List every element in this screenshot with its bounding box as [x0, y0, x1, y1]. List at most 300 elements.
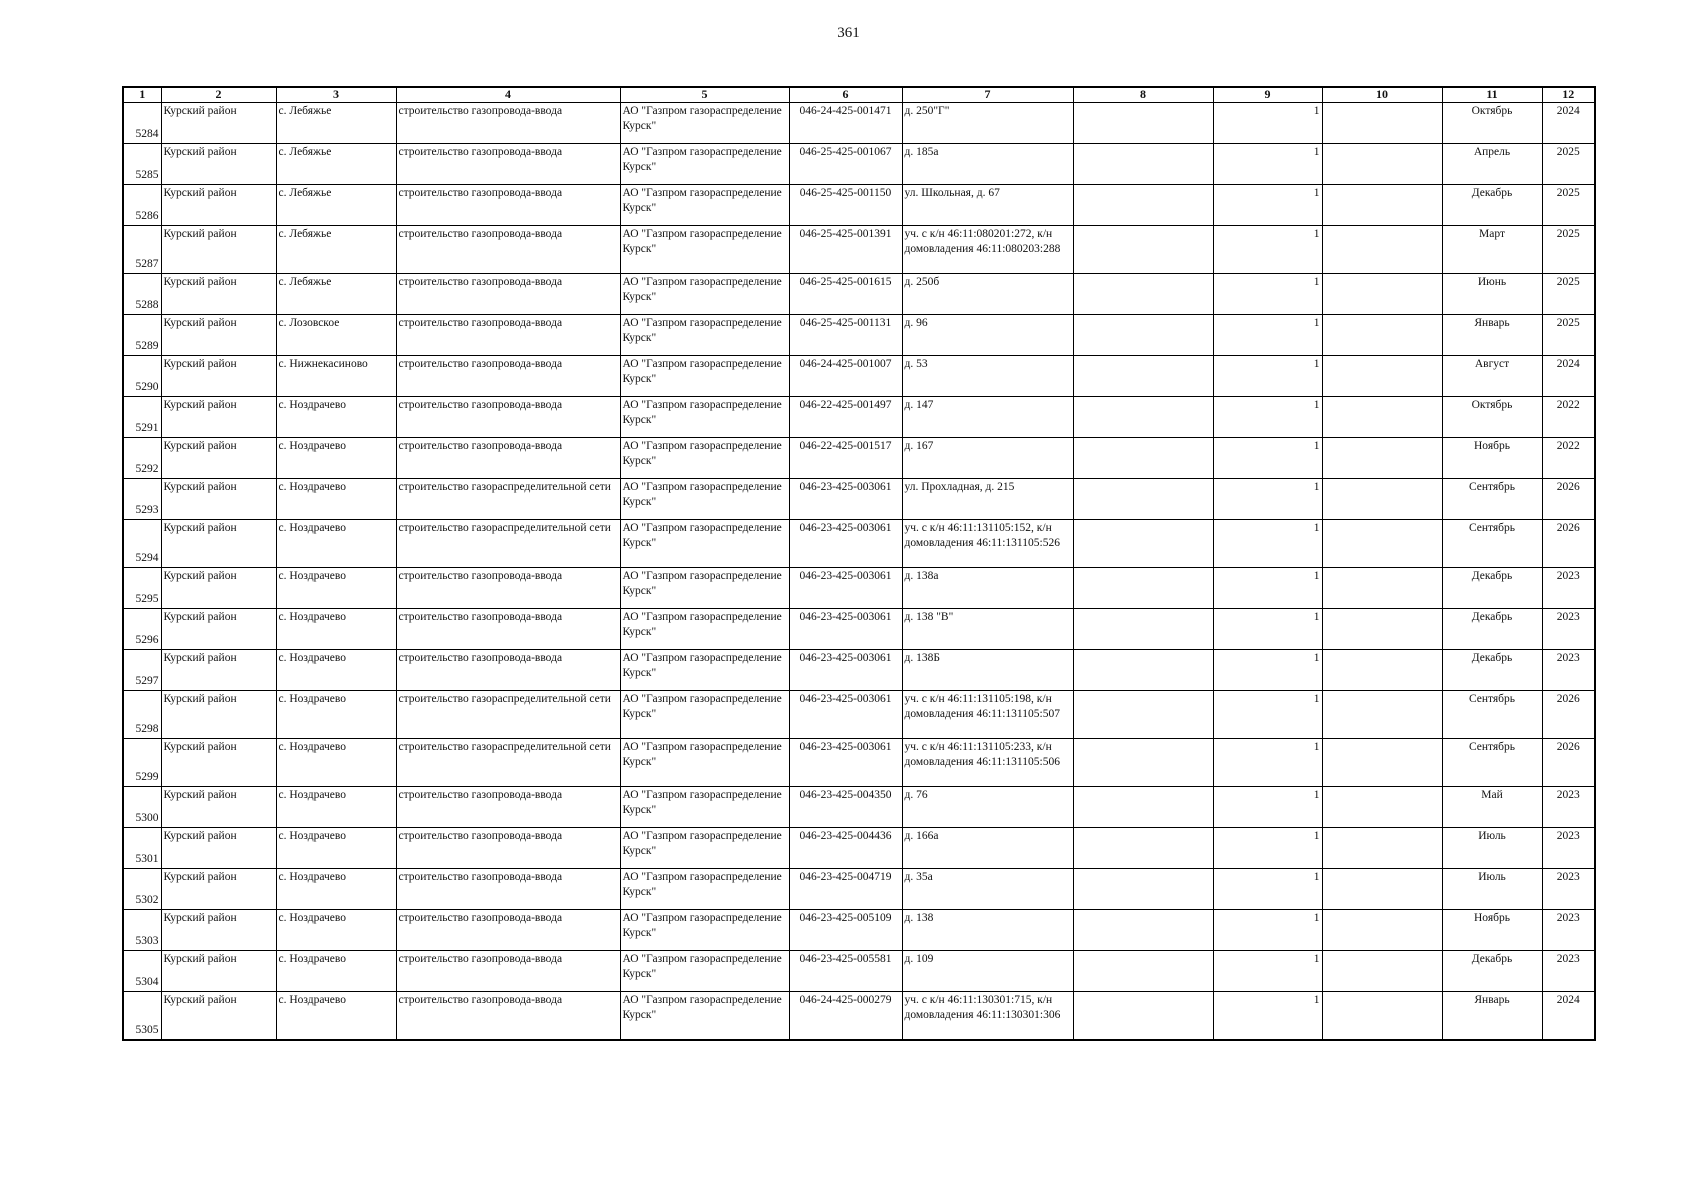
year-cell: 2024	[1542, 103, 1595, 144]
quantity-cell: 1	[1213, 869, 1322, 910]
district-cell: Курский район	[161, 274, 276, 315]
organization-cell: АО "Газпром газораспределение Курск"	[620, 144, 789, 185]
year-cell: 2023	[1542, 910, 1595, 951]
district-cell: Курский район	[161, 438, 276, 479]
column-8-cell	[1073, 185, 1213, 226]
column-10-cell	[1322, 274, 1442, 315]
year-cell: 2025	[1542, 315, 1595, 356]
row-number: 5286	[123, 185, 161, 226]
column-8-cell	[1073, 691, 1213, 739]
code-cell: 046-23-425-005581	[789, 951, 902, 992]
code-cell: 046-25-425-001391	[789, 226, 902, 274]
locality-cell: с. Лебяжье	[276, 185, 396, 226]
row-number: 5288	[123, 274, 161, 315]
year-cell: 2023	[1542, 650, 1595, 691]
code-cell: 046-23-425-003061	[789, 739, 902, 787]
code-cell: 046-23-425-003061	[789, 479, 902, 520]
table-row	[123, 185, 1595, 226]
column-header-1: 1	[123, 87, 161, 103]
organization-cell: АО "Газпром газораспределение Курск"	[620, 691, 789, 739]
column-header-9: 9	[1213, 87, 1322, 103]
column-10-cell	[1322, 739, 1442, 787]
table-row	[123, 144, 1595, 185]
month-cell: Декабрь	[1442, 609, 1542, 650]
address-cell: д. 250б	[902, 274, 1073, 315]
work-type-cell: строительство газопровода-ввода	[396, 274, 620, 315]
quantity-cell: 1	[1213, 479, 1322, 520]
address-cell: уч. с к/н 46:11:131105:198, к/н домовладения 46:11:131105:507	[902, 691, 1073, 739]
table-row	[123, 691, 1595, 739]
organization-cell: АО "Газпром газораспределение Курск"	[620, 103, 789, 144]
column-8-cell	[1073, 274, 1213, 315]
column-10-cell	[1322, 691, 1442, 739]
month-cell: Ноябрь	[1442, 910, 1542, 951]
address-cell: д. 53	[902, 356, 1073, 397]
district-cell: Курский район	[161, 568, 276, 609]
row-number: 5287	[123, 226, 161, 274]
organization-cell: АО "Газпром газораспределение Курск"	[620, 869, 789, 910]
quantity-cell: 1	[1213, 739, 1322, 787]
organization-cell: АО "Газпром газораспределение Курск"	[620, 828, 789, 869]
row-number: 5291	[123, 397, 161, 438]
column-10-cell	[1322, 479, 1442, 520]
row-number: 5285	[123, 144, 161, 185]
month-cell: Январь	[1442, 992, 1542, 1041]
organization-cell: АО "Газпром газораспределение Курск"	[620, 650, 789, 691]
locality-cell: с. Ноздрачево	[276, 739, 396, 787]
quantity-cell: 1	[1213, 397, 1322, 438]
year-cell: 2026	[1542, 520, 1595, 568]
column-10-cell	[1322, 103, 1442, 144]
table-row	[123, 650, 1595, 691]
quantity-cell: 1	[1213, 144, 1322, 185]
code-cell: 046-23-425-005109	[789, 910, 902, 951]
column-8-cell	[1073, 144, 1213, 185]
district-cell: Курский район	[161, 479, 276, 520]
address-cell: д. 138Б	[902, 650, 1073, 691]
district-cell: Курский район	[161, 144, 276, 185]
row-number: 5284	[123, 103, 161, 144]
year-cell: 2025	[1542, 226, 1595, 274]
table-body	[123, 103, 1595, 1041]
work-type-cell: строительство газопровода-ввода	[396, 438, 620, 479]
address-cell: д. 109	[902, 951, 1073, 992]
address-cell: д. 167	[902, 438, 1073, 479]
column-10-cell	[1322, 992, 1442, 1041]
column-8-cell	[1073, 568, 1213, 609]
quantity-cell: 1	[1213, 438, 1322, 479]
row-number: 5289	[123, 315, 161, 356]
organization-cell: АО "Газпром газораспределение Курск"	[620, 520, 789, 568]
table-row	[123, 869, 1595, 910]
row-number: 5300	[123, 787, 161, 828]
organization-cell: АО "Газпром газораспределение Курск"	[620, 438, 789, 479]
month-cell: Сентябрь	[1442, 520, 1542, 568]
column-header-10: 10	[1322, 87, 1442, 103]
code-cell: 046-23-425-004719	[789, 869, 902, 910]
row-number: 5303	[123, 910, 161, 951]
column-10-cell	[1322, 869, 1442, 910]
column-8-cell	[1073, 103, 1213, 144]
year-cell: 2023	[1542, 787, 1595, 828]
column-10-cell	[1322, 315, 1442, 356]
month-cell: Декабрь	[1442, 185, 1542, 226]
column-8-cell	[1073, 438, 1213, 479]
month-cell: Сентябрь	[1442, 691, 1542, 739]
column-8-cell	[1073, 869, 1213, 910]
quantity-cell: 1	[1213, 691, 1322, 739]
locality-cell: с. Лебяжье	[276, 103, 396, 144]
year-cell: 2024	[1542, 356, 1595, 397]
column-10-cell	[1322, 828, 1442, 869]
locality-cell: с. Ноздрачево	[276, 520, 396, 568]
work-type-cell: строительство газопровода-ввода	[396, 226, 620, 274]
code-cell: 046-25-425-001131	[789, 315, 902, 356]
locality-cell: с. Лебяжье	[276, 226, 396, 274]
locality-cell: с. Ноздрачево	[276, 609, 396, 650]
month-cell: Май	[1442, 787, 1542, 828]
locality-cell: с. Лебяжье	[276, 144, 396, 185]
address-cell: д. 138 "В"	[902, 609, 1073, 650]
column-10-cell	[1322, 910, 1442, 951]
year-cell: 2026	[1542, 479, 1595, 520]
locality-cell: с. Ноздрачево	[276, 650, 396, 691]
quantity-cell: 1	[1213, 274, 1322, 315]
table-row	[123, 568, 1595, 609]
address-cell: уч. с к/н 46:11:131105:152, к/н домовладения 46:11:131105:526	[902, 520, 1073, 568]
locality-cell: с. Ноздрачево	[276, 479, 396, 520]
column-8-cell	[1073, 609, 1213, 650]
column-10-cell	[1322, 951, 1442, 992]
column-8-cell	[1073, 739, 1213, 787]
district-cell: Курский район	[161, 739, 276, 787]
organization-cell: АО "Газпром газораспределение Курск"	[620, 951, 789, 992]
row-number: 5305	[123, 992, 161, 1041]
month-cell: Сентябрь	[1442, 479, 1542, 520]
row-number: 5297	[123, 650, 161, 691]
work-type-cell: строительство газопровода-ввода	[396, 828, 620, 869]
table-row	[123, 992, 1595, 1041]
code-cell: 046-24-425-001007	[789, 356, 902, 397]
locality-cell: с. Ноздрачево	[276, 787, 396, 828]
year-cell: 2026	[1542, 739, 1595, 787]
table-row	[123, 787, 1595, 828]
table-row	[123, 438, 1595, 479]
organization-cell: АО "Газпром газораспределение Курск"	[620, 274, 789, 315]
year-cell: 2025	[1542, 144, 1595, 185]
month-cell: Ноябрь	[1442, 438, 1542, 479]
organization-cell: АО "Газпром газораспределение Курск"	[620, 910, 789, 951]
column-8-cell	[1073, 397, 1213, 438]
address-cell: д. 185а	[902, 144, 1073, 185]
column-8-cell	[1073, 520, 1213, 568]
month-cell: Июль	[1442, 869, 1542, 910]
column-8-cell	[1073, 951, 1213, 992]
year-cell: 2023	[1542, 869, 1595, 910]
row-number: 5293	[123, 479, 161, 520]
month-cell: Январь	[1442, 315, 1542, 356]
table-row	[123, 479, 1595, 520]
locality-cell: с. Ноздрачево	[276, 828, 396, 869]
organization-cell: АО "Газпром газораспределение Курск"	[620, 397, 789, 438]
organization-cell: АО "Газпром газораспределение Курск"	[620, 315, 789, 356]
address-cell: д. 250"Г"	[902, 103, 1073, 144]
month-cell: Март	[1442, 226, 1542, 274]
month-cell: Декабрь	[1442, 568, 1542, 609]
year-cell: 2023	[1542, 951, 1595, 992]
quantity-cell: 1	[1213, 650, 1322, 691]
locality-cell: с. Нижнекасиново	[276, 356, 396, 397]
table-row	[123, 609, 1595, 650]
column-10-cell	[1322, 520, 1442, 568]
column-header-7: 7	[902, 87, 1073, 103]
row-number: 5294	[123, 520, 161, 568]
locality-cell: с. Ноздрачево	[276, 568, 396, 609]
district-cell: Курский район	[161, 787, 276, 828]
month-cell: Сентябрь	[1442, 739, 1542, 787]
column-8-cell	[1073, 479, 1213, 520]
address-cell: ул. Прохладная, д. 215	[902, 479, 1073, 520]
address-cell: уч. с к/н 46:11:131105:233, к/н домовладения 46:11:131105:506	[902, 739, 1073, 787]
column-10-cell	[1322, 438, 1442, 479]
organization-cell: АО "Газпром газораспределение Курск"	[620, 479, 789, 520]
column-10-cell	[1322, 226, 1442, 274]
data-table	[122, 86, 1596, 1041]
address-cell: д. 138а	[902, 568, 1073, 609]
column-10-cell	[1322, 185, 1442, 226]
row-number: 5304	[123, 951, 161, 992]
district-cell: Курский район	[161, 609, 276, 650]
organization-cell: АО "Газпром газораспределение Курск"	[620, 992, 789, 1041]
column-8-cell	[1073, 226, 1213, 274]
work-type-cell: строительство газопровода-ввода	[396, 144, 620, 185]
column-8-cell	[1073, 910, 1213, 951]
work-type-cell: строительство газопровода-ввода	[396, 185, 620, 226]
month-cell: Декабрь	[1442, 951, 1542, 992]
column-10-cell	[1322, 568, 1442, 609]
table-row	[123, 356, 1595, 397]
table-row	[123, 828, 1595, 869]
quantity-cell: 1	[1213, 951, 1322, 992]
table-row	[123, 520, 1595, 568]
address-cell: д. 96	[902, 315, 1073, 356]
row-number: 5301	[123, 828, 161, 869]
row-number: 5295	[123, 568, 161, 609]
address-cell: д. 35а	[902, 869, 1073, 910]
district-cell: Курский район	[161, 992, 276, 1041]
row-number: 5299	[123, 739, 161, 787]
column-header-5: 5	[620, 87, 789, 103]
organization-cell: АО "Газпром газораспределение Курск"	[620, 226, 789, 274]
quantity-cell: 1	[1213, 609, 1322, 650]
code-cell: 046-23-425-003061	[789, 609, 902, 650]
row-number: 5298	[123, 691, 161, 739]
address-cell: уч. с к/н 46:11:080201:272, к/н домовладения 46:11:080203:288	[902, 226, 1073, 274]
address-cell: д. 147	[902, 397, 1073, 438]
year-cell: 2023	[1542, 609, 1595, 650]
address-cell: д. 138	[902, 910, 1073, 951]
table-row	[123, 315, 1595, 356]
work-type-cell: строительство газораспределительной сети	[396, 479, 620, 520]
column-8-cell	[1073, 315, 1213, 356]
district-cell: Курский район	[161, 226, 276, 274]
quantity-cell: 1	[1213, 103, 1322, 144]
row-number: 5292	[123, 438, 161, 479]
table-row	[123, 910, 1595, 951]
year-cell: 2022	[1542, 397, 1595, 438]
quantity-cell: 1	[1213, 992, 1322, 1041]
year-cell: 2023	[1542, 828, 1595, 869]
quantity-cell: 1	[1213, 910, 1322, 951]
row-number: 5302	[123, 869, 161, 910]
district-cell: Курский район	[161, 910, 276, 951]
year-cell: 2022	[1542, 438, 1595, 479]
row-number: 5296	[123, 609, 161, 650]
work-type-cell: строительство газопровода-ввода	[396, 568, 620, 609]
district-cell: Курский район	[161, 185, 276, 226]
code-cell: 046-22-425-001517	[789, 438, 902, 479]
locality-cell: с. Ноздрачево	[276, 691, 396, 739]
work-type-cell: строительство газораспределительной сети	[396, 520, 620, 568]
year-cell: 2025	[1542, 185, 1595, 226]
locality-cell: с. Лозовское	[276, 315, 396, 356]
row-number: 5290	[123, 356, 161, 397]
column-8-cell	[1073, 992, 1213, 1041]
column-header-6: 6	[789, 87, 902, 103]
code-cell: 046-25-425-001150	[789, 185, 902, 226]
month-cell: Октябрь	[1442, 103, 1542, 144]
organization-cell: АО "Газпром газораспределение Курск"	[620, 568, 789, 609]
locality-cell: с. Ноздрачево	[276, 397, 396, 438]
quantity-cell: 1	[1213, 185, 1322, 226]
organization-cell: АО "Газпром газораспределение Курск"	[620, 787, 789, 828]
month-cell: Октябрь	[1442, 397, 1542, 438]
column-header-2: 2	[161, 87, 276, 103]
code-cell: 046-23-425-003061	[789, 568, 902, 609]
work-type-cell: строительство газопровода-ввода	[396, 397, 620, 438]
code-cell: 046-24-425-000279	[789, 992, 902, 1041]
column-10-cell	[1322, 356, 1442, 397]
locality-cell: с. Ноздрачево	[276, 992, 396, 1041]
organization-cell: АО "Газпром газораспределение Курск"	[620, 185, 789, 226]
district-cell: Курский район	[161, 691, 276, 739]
address-cell: ул. Школьная, д. 67	[902, 185, 1073, 226]
work-type-cell: строительство газопровода-ввода	[396, 356, 620, 397]
column-8-cell	[1073, 356, 1213, 397]
column-10-cell	[1322, 144, 1442, 185]
work-type-cell: строительство газопровода-ввода	[396, 992, 620, 1041]
code-cell: 046-23-425-003061	[789, 520, 902, 568]
month-cell: Декабрь	[1442, 650, 1542, 691]
column-header-3: 3	[276, 87, 396, 103]
table-row	[123, 397, 1595, 438]
column-header-12: 12	[1542, 87, 1595, 103]
code-cell: 046-25-425-001615	[789, 274, 902, 315]
code-cell: 046-22-425-001497	[789, 397, 902, 438]
locality-cell: с. Ноздрачево	[276, 869, 396, 910]
table-row	[123, 274, 1595, 315]
quantity-cell: 1	[1213, 356, 1322, 397]
district-cell: Курский район	[161, 103, 276, 144]
locality-cell: с. Ноздрачево	[276, 438, 396, 479]
year-cell: 2026	[1542, 691, 1595, 739]
code-cell: 046-23-425-004436	[789, 828, 902, 869]
column-header-8: 8	[1073, 87, 1213, 103]
address-cell: уч. с к/н 46:11:130301:715, к/н домовладения 46:11:130301:306	[902, 992, 1073, 1041]
district-cell: Курский район	[161, 315, 276, 356]
work-type-cell: строительство газопровода-ввода	[396, 315, 620, 356]
year-cell: 2023	[1542, 568, 1595, 609]
column-header-11: 11	[1442, 87, 1542, 103]
code-cell: 046-23-425-003061	[789, 691, 902, 739]
district-cell: Курский район	[161, 828, 276, 869]
column-8-cell	[1073, 828, 1213, 869]
quantity-cell: 1	[1213, 568, 1322, 609]
year-cell: 2025	[1542, 274, 1595, 315]
column-10-cell	[1322, 650, 1442, 691]
column-10-cell	[1322, 397, 1442, 438]
district-cell: Курский район	[161, 869, 276, 910]
column-10-cell	[1322, 609, 1442, 650]
locality-cell: с. Лебяжье	[276, 274, 396, 315]
code-cell: 046-24-425-001471	[789, 103, 902, 144]
locality-cell: с. Ноздрачево	[276, 951, 396, 992]
work-type-cell: строительство газопровода-ввода	[396, 869, 620, 910]
address-cell: д. 166а	[902, 828, 1073, 869]
organization-cell: АО "Газпром газораспределение Курск"	[620, 609, 789, 650]
month-cell: Июль	[1442, 828, 1542, 869]
quantity-cell: 1	[1213, 315, 1322, 356]
district-cell: Курский район	[161, 397, 276, 438]
work-type-cell: строительство газопровода-ввода	[396, 951, 620, 992]
page-number: 361	[837, 25, 860, 41]
month-cell: Апрель	[1442, 144, 1542, 185]
work-type-cell: строительство газопровода-ввода	[396, 910, 620, 951]
table-row	[123, 951, 1595, 992]
code-cell: 046-25-425-001067	[789, 144, 902, 185]
address-cell: д. 76	[902, 787, 1073, 828]
work-type-cell: строительство газораспределительной сети	[396, 739, 620, 787]
locality-cell: с. Ноздрачево	[276, 910, 396, 951]
work-type-cell: строительство газопровода-ввода	[396, 787, 620, 828]
work-type-cell: строительство газопровода-ввода	[396, 103, 620, 144]
code-cell: 046-23-425-004350	[789, 787, 902, 828]
district-cell: Курский район	[161, 650, 276, 691]
table-row	[123, 739, 1595, 787]
code-cell: 046-23-425-003061	[789, 650, 902, 691]
header-row	[123, 87, 1595, 103]
table-row	[123, 226, 1595, 274]
organization-cell: АО "Газпром газораспределение Курск"	[620, 739, 789, 787]
organization-cell: АО "Газпром газораспределение Курск"	[620, 356, 789, 397]
year-cell: 2024	[1542, 992, 1595, 1041]
column-8-cell	[1073, 787, 1213, 828]
district-cell: Курский район	[161, 951, 276, 992]
table-row	[123, 103, 1595, 144]
district-cell: Курский район	[161, 356, 276, 397]
month-cell: Июнь	[1442, 274, 1542, 315]
quantity-cell: 1	[1213, 828, 1322, 869]
column-header-4: 4	[396, 87, 620, 103]
work-type-cell: строительство газораспределительной сети	[396, 691, 620, 739]
column-8-cell	[1073, 650, 1213, 691]
quantity-cell: 1	[1213, 226, 1322, 274]
quantity-cell: 1	[1213, 787, 1322, 828]
quantity-cell: 1	[1213, 520, 1322, 568]
district-cell: Курский район	[161, 520, 276, 568]
month-cell: Август	[1442, 356, 1542, 397]
work-type-cell: строительство газопровода-ввода	[396, 609, 620, 650]
